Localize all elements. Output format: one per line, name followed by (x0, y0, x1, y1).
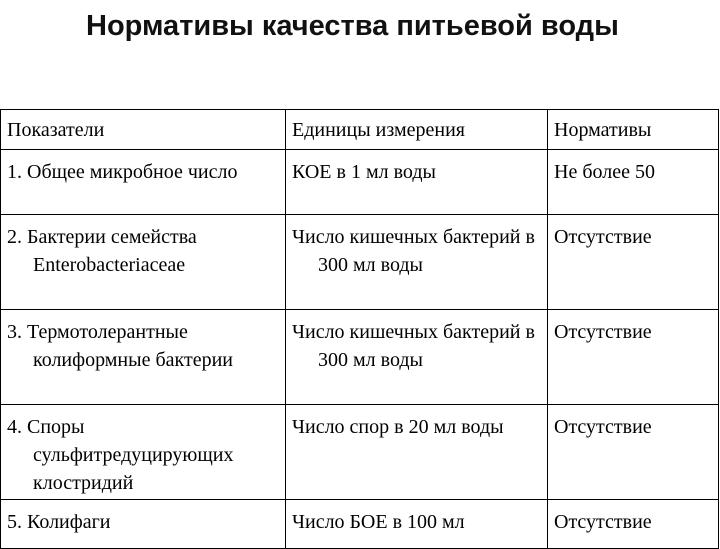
column-header-units: Единицы измерения (286, 110, 548, 150)
unit-cell (286, 310, 548, 405)
indicator-cell (1, 310, 286, 405)
norm-text: Отсутствие (554, 511, 652, 533)
unit-text: Число кишечных бактерий в 300 мл воды (292, 321, 535, 371)
norm-cell (548, 310, 719, 405)
column-header-indicators: Показатели (1, 110, 286, 150)
indicator-cell (1, 215, 286, 310)
norm-cell (548, 150, 719, 215)
column-header-norms: Нормативы (548, 110, 719, 150)
table-row (1, 150, 719, 215)
unit-text: Число кишечных бактерий в 300 мл воды (292, 226, 535, 276)
indicator-cell (1, 405, 286, 500)
indicator-text: 3. Термотолерантные колиформные бактерии (7, 321, 233, 371)
norm-cell (548, 405, 719, 500)
norm-cell (548, 500, 719, 549)
table-row (1, 310, 719, 405)
unit-cell (286, 150, 548, 215)
indicator-text: 1. Общее микробное число (7, 161, 238, 183)
table-row (1, 405, 719, 500)
unit-cell (286, 215, 548, 310)
indicator-text: 2. Бактерии семейства Enterobacteriaceae (7, 226, 197, 276)
table-header-row (1, 110, 719, 150)
norm-cell (548, 215, 719, 310)
indicator-cell (1, 150, 286, 215)
table-row (1, 500, 719, 549)
unit-text: Число БОЕ в 100 мл (292, 511, 465, 533)
indicator-cell (1, 500, 286, 549)
norm-text: Не более 50 (554, 161, 655, 183)
unit-cell (286, 500, 548, 549)
unit-text: КОЕ в 1 мл воды (292, 161, 436, 183)
unit-cell (286, 405, 548, 500)
indicator-text: 4. Споры сульфитредуцирующих клостридий (7, 416, 234, 494)
page-title: Нормативы качества питьевой воды (86, 10, 619, 42)
norm-text: Отсутствие (554, 321, 652, 343)
norm-text: Отсутствие (554, 416, 652, 438)
norms-table (0, 109, 719, 549)
norm-text: Отсутствие (554, 226, 652, 248)
table-row (1, 215, 719, 310)
unit-text: Число спор в 20 мл воды (292, 416, 504, 438)
indicator-text: 5. Колифаги (7, 511, 111, 533)
